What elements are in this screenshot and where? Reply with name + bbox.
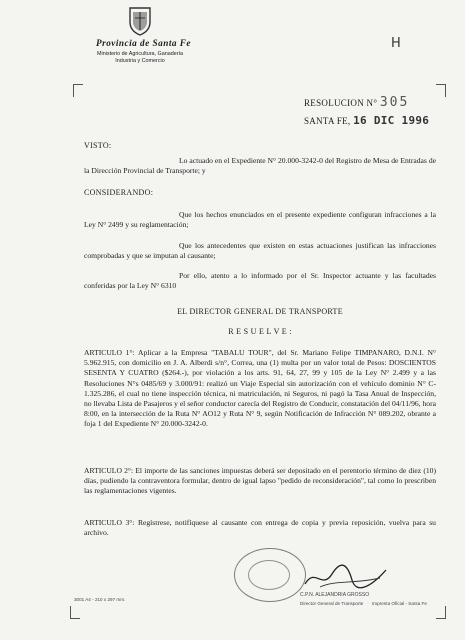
article-3-label: ARTICULO 3°:	[84, 518, 135, 527]
considerando-heading: CONSIDERANDO:	[84, 188, 154, 197]
considerando-paragraph-3	[84, 271, 436, 291]
article-2-label: ARTICULO 2°:	[84, 466, 134, 475]
ministry-line-2: Industria y Comercio	[115, 58, 165, 65]
visto-heading: VISTO:	[84, 141, 112, 150]
handwritten-mark: H	[391, 36, 401, 51]
ministry-line-1: Ministerio de Agricultura, Ganadería	[97, 51, 183, 57]
resolution-line	[304, 95, 409, 110]
article-2	[84, 466, 436, 497]
considerando-paragraph-2	[84, 241, 436, 261]
considerando-paragraph-1	[84, 210, 436, 230]
provincial-crest-icon	[127, 6, 153, 36]
article-1-label: ARTICULO 1°:	[84, 348, 135, 357]
considerando-text-3: Por ello, atento a lo informado por el Sr. Inspector actuante y las facultades conferidas por la Ley N° 6310	[84, 271, 436, 291]
handwritten-signature	[300, 562, 390, 592]
ministry-name	[80, 51, 200, 66]
considerando-text-2: Que los antecedentes que existen en estas actuaciones justifican las infracciones comprobadas y que se imputan al causante;	[84, 241, 436, 261]
form-code: 3001 A4 - 210 x 297 mm.	[74, 597, 126, 602]
article-1	[84, 348, 436, 430]
visto-paragraph	[84, 156, 436, 176]
corner-bracket-top-left	[73, 84, 83, 97]
authority-title: EL DIRECTOR GENERAL DE TRANSPORTE	[177, 307, 343, 316]
date-line	[304, 114, 429, 127]
article-1-text: Aplicar a la Empresa "TABALU TOUR", del Sr. Mariano Felipe TIMPANARO, D.N.I. N° 5.962.915, con domicilio en J. A. Alberdi s/n°, Correa, una (1) multa por un valor total de Pesos: DOSCIENTOS SESENTA Y CUATRO ($264.-), por violación a los arts. 91, 64, 27, 99 y 105 de la Ley N° 2.499 y a las Resoluciones N°s 0485/69 y 3.000/91: realizó un Viaje Especial sin autorización con el vehículo dominio N° C-1.325.286, el cual no tiene inspección técnica, ni matriculación, ni Seguros, ni pagó la Tasa Anual de Inspección, no llevaba Lista de Pasajeros y el señor conductor carecía del Registro de Conducir, constatación del 04/11/96, hora 8:00, en la intersección de la Ruta N° AO12 y Ruta N° 9, según Notificación de Infracción N° 089.202, obrante a foja 1 del Expediente N° 20.000-3242-0.	[84, 348, 436, 429]
considerando-text-1: Que los hechos enunciados en el presente expediente configuran infracciones a la Ley N° 2499 y su reglamentación;	[84, 210, 436, 230]
resuelve-heading: R E S U E L V E :	[228, 327, 292, 336]
official-seal-inner-ring	[248, 560, 290, 590]
printer-label: Imprenta Oficial - Santa Fe	[372, 601, 427, 606]
resolution-number: 305	[379, 95, 410, 110]
visto-text: Lo actuado en el Expediente N° 20.000-3242-0 del Registro de Mesa de Entradas de la Dirección Provincial de Transporte; y	[84, 156, 436, 176]
signer-title: Director General de Transporte	[300, 601, 364, 606]
place-label: SANTA FE,	[304, 116, 351, 126]
signer-name: C.P.N. ALEJANDRIA GROSSO	[300, 592, 370, 598]
corner-bracket-bottom-left	[70, 606, 80, 619]
corner-bracket-top-right	[436, 84, 446, 97]
corner-bracket-bottom-right	[436, 606, 446, 619]
article-3-text: Regístrese, notifíquese al causante con entrega de copia y previa reposición, vuelva para su archivo.	[84, 518, 436, 538]
resolution-label: RESOLUCION N°	[304, 98, 378, 108]
province-name: Provincia de Santa Fe	[96, 38, 191, 48]
article-2-text: El importe de las sanciones impuestas deberá ser depositado en el perentorio término de diez (10) días, pudiendo la contraventora formular, dentro de igual lapso "pedido de reconsideración", tal como lo prescriben las reglamentaciones vigentes.	[84, 466, 436, 496]
date-stamp: 16 DIC 1996	[353, 114, 430, 127]
article-3	[84, 518, 436, 538]
